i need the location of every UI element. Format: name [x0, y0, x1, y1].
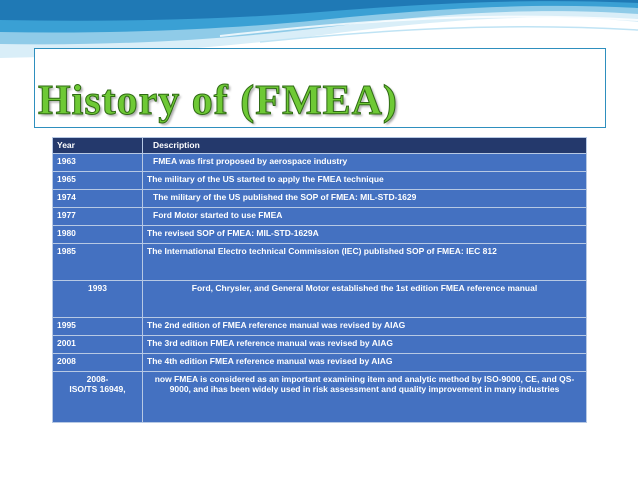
- table-header-row: [53, 138, 587, 154]
- description-cell: The International Electro technical Commission (IEC) published SOP of FMEA: IEC 812: [143, 244, 587, 281]
- year-cell: 2008: [53, 354, 143, 372]
- year-line: ISO/TS 16949,: [69, 384, 126, 394]
- table-row: [53, 318, 587, 336]
- slide-title: History of (FMEA): [38, 78, 398, 124]
- year-cell: 2001: [53, 336, 143, 354]
- description-header: Description: [143, 138, 587, 154]
- description-cell: Ford, Chrysler, and General Motor established the 1st edition FMEA reference manual: [143, 281, 587, 318]
- year-cell: 1977: [53, 208, 143, 226]
- description-cell: now FMEA is considered as an important examining item and analytic method by ISO-9000, CE, and QS-9000, and ihas been widely used in risk assessment and quality improvement in many industries: [143, 372, 587, 423]
- year-cell: 1993: [53, 281, 143, 318]
- year-cell: [53, 372, 143, 423]
- table-row: [53, 154, 587, 172]
- description-cell: The military of the US started to apply the FMEA technique: [143, 172, 587, 190]
- year-cell: 1995: [53, 318, 143, 336]
- year-cell: 1974: [53, 190, 143, 208]
- description-cell: The 3rd edition FMEA reference manual was revised by AIAG: [143, 336, 587, 354]
- description-cell: FMEA was first proposed by aerospace industry: [143, 154, 587, 172]
- table-row: [53, 190, 587, 208]
- table-row: [53, 226, 587, 244]
- year-cell: 1963: [53, 154, 143, 172]
- table-row: [53, 372, 587, 423]
- description-cell: The revised SOP of FMEA: MIL-STD-1629A: [143, 226, 587, 244]
- description-cell: The 2nd edition of FMEA reference manual was revised by AIAG: [143, 318, 587, 336]
- table-row: [53, 208, 587, 226]
- table-row: [53, 354, 587, 372]
- table-row: [53, 172, 587, 190]
- table-row: [53, 281, 587, 318]
- table-row: [53, 244, 587, 281]
- year-cell: 1980: [53, 226, 143, 244]
- description-cell: The 4th edition FMEA reference manual was revised by AIAG: [143, 354, 587, 372]
- history-table: [52, 137, 587, 423]
- description-cell: The military of the US published the SOP of FMEA: MIL-STD-1629: [143, 190, 587, 208]
- year-header: Year: [53, 138, 143, 154]
- table-row: [53, 336, 587, 354]
- year-cell: 1965: [53, 172, 143, 190]
- year-line: 2008-: [86, 374, 109, 384]
- description-cell: Ford Motor started to use FMEA: [143, 208, 587, 226]
- year-cell: 1985: [53, 244, 143, 281]
